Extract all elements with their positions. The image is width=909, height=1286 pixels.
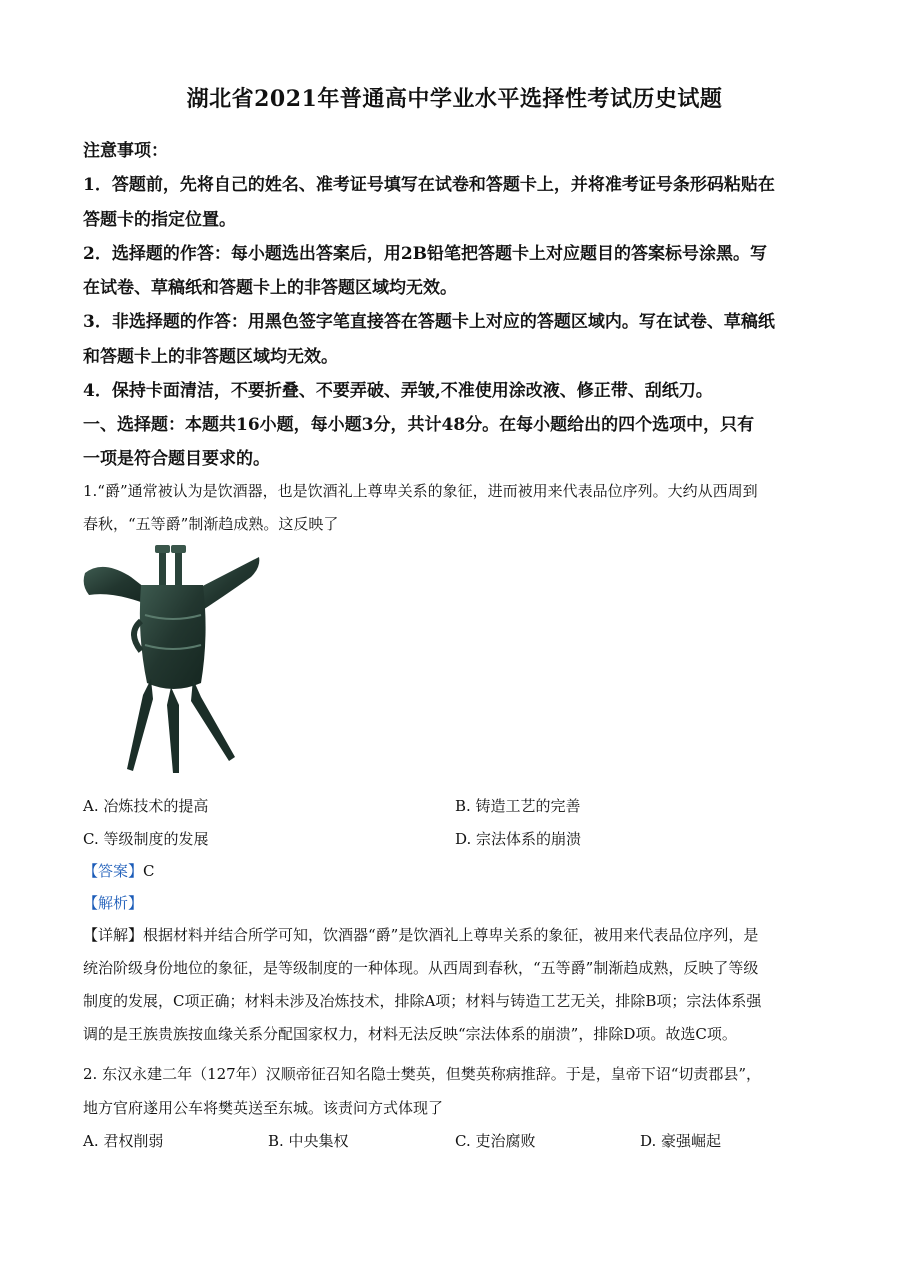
q2-option-b: B. 中央集权: [268, 1132, 349, 1150]
answer-label: 【答案】: [83, 862, 144, 880]
answer-value: C: [143, 862, 155, 880]
q1-option-a: A. 冶炼技术的提高: [83, 797, 209, 815]
q1-detail: 制度的发展，C项正确；材料未涉及冶炼技术，排除A项；材料与铸造工艺无关，排除B项；宗法体系强: [83, 992, 762, 1010]
q1-answer: [83, 860, 828, 881]
q1-analysis-label: 【解析】: [83, 894, 144, 912]
section-heading: 一、选择题：本题共16小题，每小题3分，共计48分。在每小题给出的四个选项中，只有: [83, 415, 755, 435]
page-title: 湖北省2021年普通高中学业水平选择性考试历史试题: [186, 86, 723, 112]
notice-line: 3．非选择题的作答：用黑色签字笔直接答在答题卡上对应的答题区域内。写在试卷、草稿纸: [83, 312, 775, 332]
notice-line: 答题卡的指定位置。: [83, 210, 236, 230]
bronze-jue-image: [83, 545, 263, 777]
notice-line: 和答题卡上的非答题区域均无效。: [83, 347, 338, 367]
q2-stem: 地方官府遂用公车将樊英送至东城。该责问方式体现了: [83, 1099, 444, 1117]
notice-heading: 注意事项：: [83, 141, 168, 161]
q2-stem: 2. 东汉永建二年（127年）汉顺帝征召知名隐士樊英，但樊英称病推辞。于是，皇帝下诏“切责郡县”，: [83, 1065, 762, 1083]
q1-detail: 【详解】根据材料并结合所学可知，饮酒器“爵”是饮酒礼上尊卑关系的象征，被用来代表品位序列，是: [83, 926, 759, 944]
q1-option-b: B. 铸造工艺的完善: [455, 797, 581, 815]
notice-line: 4．保持卡面清洁，不要折叠、不要弄破、弄皱,不准使用涂改液、修正带、刮纸刀。: [83, 381, 713, 401]
q1-option-c: C. 等级制度的发展: [83, 830, 209, 848]
q1-option-d: D. 宗法体系的崩溃: [455, 830, 582, 848]
notice-line: 2．选择题的作答：每小题选出答案后，用2B铅笔把答题卡上对应题目的答案标号涂黑。写: [83, 244, 768, 264]
q1-detail: 调的是王族贵族按血缘关系分配国家权力，材料无法反映“宗法体系的崩溃”，排除D项。故选C项。: [83, 1025, 737, 1043]
q2-option-d: D. 豪强崛起: [640, 1132, 722, 1150]
q1-stem: 春秋，“五等爵”制渐趋成熟。这反映了: [83, 515, 339, 533]
q2-option-c: C. 吏治腐败: [455, 1132, 536, 1150]
q1-stem: 1.“爵”通常被认为是饮酒器，也是饮酒礼上尊卑关系的象征，进而被用来代表品位序列。大约从西周到: [83, 482, 758, 500]
q2-option-a: A. 君权削弱: [83, 1132, 164, 1150]
notice-line: 在试卷、草稿纸和答题卡上的非答题区域均无效。: [83, 278, 457, 298]
section-heading: 一项是符合题目要求的。: [83, 449, 270, 469]
notice-line: 1．答题前，先将自己的姓名、准考证号填写在试卷和答题卡上，并将准考证号条形码粘贴在: [83, 175, 775, 195]
q1-detail: 统治阶级身份地位的象征，是等级制度的一种体现。从西周到春秋，“五等爵”制渐趋成熟，反映了等级: [83, 959, 759, 977]
